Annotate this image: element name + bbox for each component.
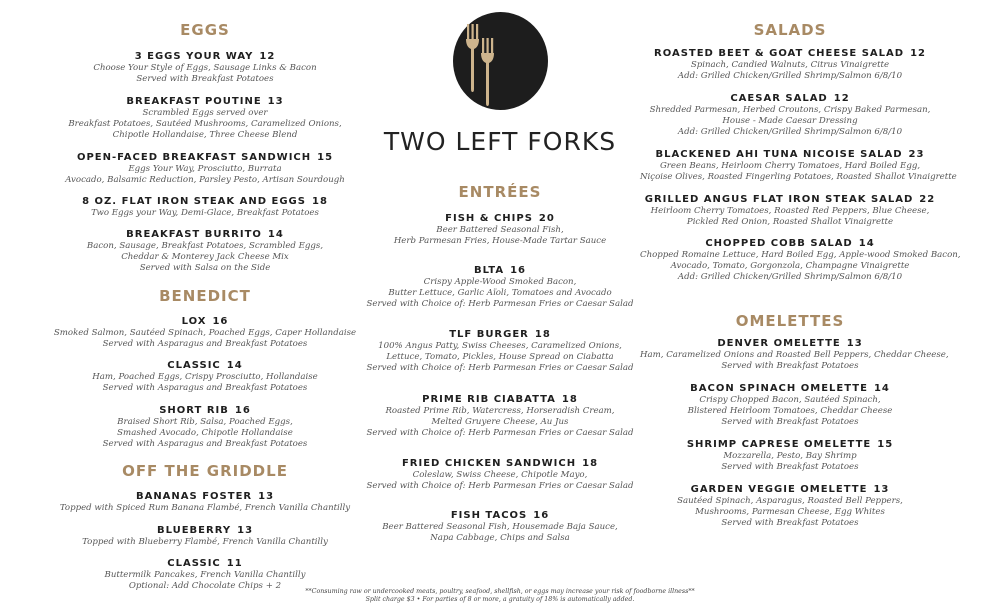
item-heading: [0, 404, 410, 417]
item-description: Shredded Parmesan, Herbed Croutons, Crispy Baked Parmesan,: [649, 105, 931, 115]
item-heading: [355, 212, 645, 225]
item-name: CHOPPED COBB SALAD: [705, 238, 853, 249]
item-heading: [0, 195, 410, 208]
item-description: Melted Gruyere Cheese, Au Jus: [431, 417, 569, 428]
item-heading: [0, 557, 410, 570]
section-title-benedict: BENEDICT: [159, 287, 251, 305]
item-name: BREAKFAST BURRITO: [126, 229, 262, 240]
item-price: 15: [317, 152, 334, 163]
brand-title: TWO LEFT FORKS: [383, 127, 617, 156]
item-description: Ham, Caramelized Onions and Roasted Bell Peppers, Cheddar Cheese,: [640, 350, 949, 360]
item-description: Served with Breakfast Potatoes: [721, 518, 859, 529]
item-description: Served with Breakfast Potatoes: [136, 74, 274, 85]
menu-item: [0, 195, 410, 219]
menu-item: [640, 483, 940, 530]
item-description: Smoked Salmon, Sautéed Spinach, Poached Eggs, Caper Hollandaise: [53, 328, 357, 338]
item-description: Served with Choice of: Herb Parmesan Fries or Caesar Salad: [366, 481, 634, 492]
item-description: Green Beans, Heirloom Cherry Tomatoes, Hard Boiled Egg,: [659, 161, 921, 171]
menu-item: [640, 148, 957, 183]
item-description: Scrambled Eggs served over: [142, 108, 268, 118]
item-heading: [640, 237, 940, 250]
item-description: Choose Your Style of Eggs, Sausage Links & Bacon: [93, 63, 317, 73]
item-heading: [0, 315, 410, 328]
item-heading: [640, 148, 940, 161]
item-price: 16: [212, 316, 229, 327]
item-description: Cheddar & Monterey Jack Cheese Mix: [121, 252, 289, 263]
section-title-griddle: OFF THE GRIDDLE: [122, 462, 288, 480]
item-description: Chipotle Hollandaise, Three Cheese Blend: [112, 130, 298, 141]
item-description: Eggs Your Way, Prosciutto, Burrata: [128, 164, 282, 174]
item-name: PRIME RIB CIABATTA: [422, 394, 556, 405]
item-description: Topped with Spiced Rum Banana Flambé, French Vanilla Chantilly: [59, 503, 351, 513]
menu-item: [0, 50, 410, 85]
item-description: Served with Choice of: Herb Parmesan Fries or Caesar Salad: [366, 428, 634, 439]
menu-item: [355, 264, 645, 311]
item-price: 18: [561, 394, 578, 405]
item-description: Niçoise Olives, Roasted Fingerling Potatoes, Roasted Shallot Vinaigrette: [640, 172, 957, 183]
item-heading: [640, 92, 940, 105]
menu-item: [640, 193, 940, 228]
item-name: BLACKENED AHI TUNA NICOISE SALAD: [655, 149, 903, 160]
item-description: Lettuce, Tomato, Pickles, House Spread on Ciabatta: [386, 352, 614, 363]
item-description: Mozzarella, Pesto, Bay Shrimp: [723, 451, 857, 461]
menu-item: [640, 438, 940, 473]
item-description: Topped with Blueberry Flambé, French Vanilla Chantilly: [82, 537, 328, 547]
menu-item: [640, 382, 940, 429]
item-name: BLUEBERRY: [156, 525, 232, 536]
item-description: Herb Parmesan Fries, House-Made Tartar Sauce: [393, 236, 607, 247]
item-name: ROASTED BEET & GOAT CHEESE SALAD: [654, 48, 905, 59]
item-name: BLTA: [473, 265, 505, 276]
item-description: Ham, Poached Eggs, Crispy Prosciutto, Hollandaise: [92, 372, 318, 382]
item-name: SHRIMP CAPRESE OMELETTE: [686, 439, 872, 450]
item-description: Served with Breakfast Potatoes: [721, 361, 859, 372]
item-price: 23: [908, 149, 925, 160]
item-heading: [0, 50, 410, 63]
item-heading: [640, 47, 940, 60]
item-description: Served with Salsa on the Side: [139, 263, 271, 274]
item-name: BACON SPINACH OMELETTE: [690, 383, 868, 394]
item-price: 13: [258, 491, 275, 502]
menu-item: [0, 95, 410, 142]
footer-warning: **Consuming raw or undercooked meats, poultry, seafood, shellfish, or eggs may increase your risk of foodborne illness**: [305, 588, 695, 595]
footer-policy: Split charge $3 • For parties of 8 or more, a gratuity of 18% is automatically added.: [365, 595, 635, 603]
item-description: Two Eggs your Way, Demi-Glace, Breakfast Potatoes: [91, 208, 319, 218]
item-heading: [0, 95, 410, 108]
item-description: Served with Choice of: Herb Parmesan Fries or Caesar Salad: [366, 363, 634, 374]
two-forks-icon: [453, 12, 548, 110]
item-description: Served with Breakfast Potatoes: [721, 417, 859, 428]
item-heading: [355, 457, 645, 470]
item-price: 12: [259, 51, 276, 62]
item-description: Heirloom Cherry Tomatoes, Roasted Red Peppers, Blue Cheese,: [650, 206, 930, 216]
item-name: 8 OZ. FLAT IRON STEAK AND EGGS: [82, 196, 306, 207]
item-price: 18: [534, 329, 551, 340]
item-heading: [0, 359, 410, 372]
item-description: Add: Grilled Chicken/Grilled Shrimp/Salmon 6/8/10: [677, 272, 903, 283]
item-description: House - Made Caesar Dressing: [722, 116, 858, 127]
menu-item: [355, 457, 645, 492]
menu-item: [640, 237, 961, 284]
item-price: 13: [873, 484, 890, 495]
menu-item: [0, 228, 410, 275]
item-heading: [0, 490, 410, 503]
item-heading: [0, 228, 410, 241]
menu-item: [640, 92, 940, 139]
section-title-salads: SALADS: [753, 21, 827, 39]
item-description: Butter Lettuce, Garlic Aïoli, Tomatoes and Avocado: [388, 288, 612, 299]
menu-item: [0, 490, 410, 514]
item-name: FISH TACOS: [450, 510, 528, 521]
item-price: 13: [267, 96, 284, 107]
item-description: Served with Choice of: Herb Parmesan Fries or Caesar Salad: [366, 299, 634, 310]
item-heading: [640, 382, 940, 395]
item-name: CAESAR SALAD: [730, 93, 828, 104]
item-description: 100% Angus Patty, Swiss Cheeses, Caramelized Onions,: [378, 341, 622, 351]
item-description: Bacon, Sausage, Breakfast Potatoes, Scrambled Eggs,: [86, 241, 324, 251]
item-heading: [0, 151, 410, 164]
item-description: Chopped Romaine Lettuce, Hard Boiled Egg, Apple-wood Smoked Bacon,: [640, 250, 961, 260]
menu-item: [640, 337, 949, 372]
item-description: Smashed Avocado, Chipotle Hollandaise: [117, 428, 293, 439]
item-price: 20: [538, 213, 555, 224]
item-price: 14: [267, 229, 284, 240]
item-heading: [0, 524, 410, 537]
item-name: SHORT RIB: [159, 405, 229, 416]
item-description: Optional: Add Chocolate Chips + 2: [128, 581, 282, 592]
item-heading: [640, 438, 940, 451]
item-description: Add: Grilled Chicken/Grilled Shrimp/Salmon 6/8/10: [677, 71, 903, 82]
item-name: DENVER OMELETTE: [717, 338, 841, 349]
item-price: 14: [226, 360, 243, 371]
item-name: FRIED CHICKEN SANDWICH: [401, 458, 577, 469]
item-name: 3 EGGS YOUR WAY: [134, 51, 254, 62]
item-price: 11: [226, 558, 243, 569]
item-price: 12: [833, 93, 850, 104]
menu-item: [0, 359, 410, 394]
item-price: 18: [582, 458, 599, 469]
item-heading: [355, 264, 645, 277]
item-description: Breakfast Potatoes, Sautéed Mushrooms, Caramelized Onions,: [68, 119, 342, 130]
item-price: 18: [311, 196, 328, 207]
item-price: 14: [858, 238, 875, 249]
item-price: 12: [910, 48, 926, 59]
menu-item: [0, 404, 410, 451]
item-price: 14: [873, 383, 890, 394]
item-description: Roasted Prime Rib, Watercress, Horseradish Cream,: [385, 406, 615, 416]
menu-item: [355, 393, 645, 440]
item-name: LOX: [181, 316, 207, 327]
item-description: Coleslaw, Swiss Cheese, Chipotle Mayo,: [412, 470, 588, 480]
item-name: OPEN-FACED BREAKFAST SANDWICH: [76, 152, 312, 163]
item-name: GRILLED ANGUS FLAT IRON STEAK SALAD: [644, 194, 914, 205]
item-heading: [355, 509, 645, 522]
item-description: Sautéed Spinach, Asparagus, Roasted Bell Peppers,: [677, 496, 903, 506]
section-title-omelettes: OMELETTES: [735, 312, 845, 330]
item-price: 13: [237, 525, 254, 536]
item-price: 16: [234, 405, 251, 416]
menu-item: [0, 524, 410, 548]
item-description: Buttermilk Pancakes, French Vanilla Chantilly: [104, 570, 306, 580]
item-name: GARDEN VEGGIE OMELETTE: [690, 484, 868, 495]
item-name: CLASSIC: [167, 558, 221, 569]
item-description: Avocado, Balsamic Reduction, Parsley Pesto, Artisan Sourdough: [65, 175, 345, 186]
item-price: 16: [533, 510, 550, 521]
item-description: Mushrooms, Parmesan Cheese, Egg Whites: [695, 507, 885, 518]
item-description: Braised Short Rib, Salsa, Poached Eggs,: [117, 417, 293, 427]
item-heading: [640, 337, 940, 350]
item-description: Served with Asparagus and Breakfast Potatoes: [102, 439, 308, 450]
item-name: TLF BURGER: [449, 329, 529, 340]
logo-circle: [453, 12, 548, 110]
footer-notice: [200, 588, 800, 603]
item-price: 15: [877, 439, 894, 450]
menu-item: [0, 315, 410, 350]
item-price: 22: [919, 194, 936, 205]
item-description: Blistered Heirloom Tomatoes, Cheddar Cheese: [687, 406, 893, 417]
item-description: Spinach, Candied Walnuts, Citrus Vinaigrette: [690, 60, 890, 70]
item-description: Beer Battered Seasonal Fish, Housemade Baja Sauce,: [382, 522, 618, 532]
item-description: Add: Grilled Chicken/Grilled Shrimp/Salmon 6/8/10: [677, 127, 903, 138]
item-description: Crispy Chopped Bacon, Sautéed Spinach,: [699, 395, 881, 405]
item-price: 16: [510, 265, 527, 276]
item-name: BANANAS FOSTER: [135, 491, 253, 502]
item-name: CLASSIC: [167, 360, 221, 371]
item-description: Served with Asparagus and Breakfast Potatoes: [102, 339, 308, 350]
item-heading: [355, 328, 645, 341]
item-heading: [355, 393, 645, 406]
item-description: Crispy Apple-Wood Smoked Bacon,: [423, 277, 577, 287]
item-description: Napa Cabbage, Chips and Salsa: [430, 533, 570, 544]
menu-item: [355, 328, 645, 375]
item-name: BREAKFAST POUTINE: [126, 96, 262, 107]
item-heading: [640, 193, 940, 206]
item-description: Pickled Red Onion, Roasted Shallot Vinaigrette: [686, 217, 894, 228]
menu-item: [640, 47, 940, 82]
menu-item: [355, 509, 645, 544]
section-title-entrees: ENTRÉES: [458, 183, 542, 201]
item-heading: [640, 483, 940, 496]
section-title-eggs: EGGS: [180, 21, 230, 39]
item-description: Served with Breakfast Potatoes: [721, 462, 859, 473]
item-description: Served with Asparagus and Breakfast Potatoes: [102, 383, 308, 394]
item-description: Beer Battered Seasonal Fish,: [436, 225, 564, 235]
item-price: 13: [846, 338, 863, 349]
menu-item: [355, 212, 645, 247]
item-name: FISH & CHIPS: [445, 213, 533, 224]
item-description: Avocado, Tomato, Gorgonzola, Champagne Vinaigrette: [670, 261, 910, 272]
menu-item: [0, 151, 410, 186]
